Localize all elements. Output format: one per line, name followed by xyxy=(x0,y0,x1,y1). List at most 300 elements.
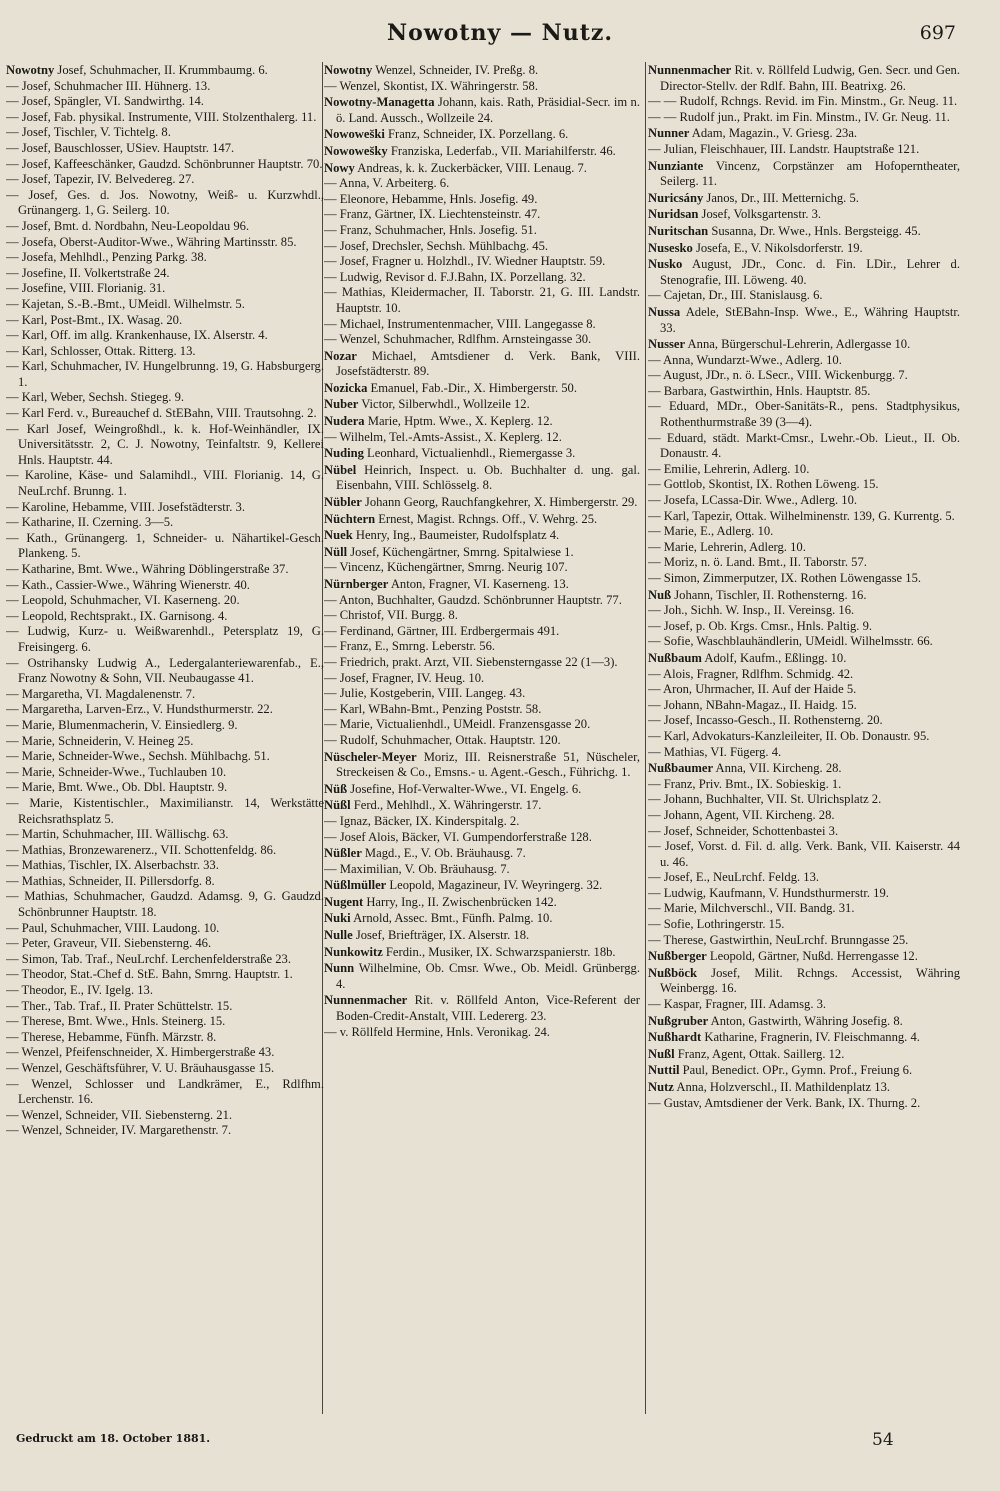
entry-details: — Ther., Tab. Traf., II. Prater Schüttelstr. 15. xyxy=(6,998,233,1013)
entry-details: Josef, Briefträger, IX. Alserstr. 18. xyxy=(352,928,530,943)
directory-entry xyxy=(648,353,960,369)
directory-entry xyxy=(648,997,960,1013)
entry-details: — Julie, Kostgeberin, VIII. Langeg. 43. xyxy=(324,686,526,701)
entry-details: — Josef, Schneider, Schottenbastei 3. xyxy=(648,823,839,838)
directory-entry xyxy=(648,126,960,142)
directory-entry xyxy=(6,858,324,874)
directory-entry xyxy=(6,63,324,79)
entry-details: Johann, kais. Rath, Präsidial-Secr. im n. ö. Land. Aussch., Wollzeile 24. xyxy=(336,95,640,125)
entry-surname: Nuridsan xyxy=(648,207,699,222)
directory-entry xyxy=(324,317,640,333)
page-header xyxy=(0,20,1000,54)
entry-surname: Nowowes̆ky xyxy=(324,143,388,158)
directory-entry xyxy=(648,555,960,571)
directory-entry xyxy=(6,1108,324,1124)
entry-details: Wilhelmine, Ob. Cmsr. Wwe., Ob. Meidl. Grünbergg. 4. xyxy=(336,961,640,991)
entry-details: — Ludwig, Kaufmann, V. Hundsthurmerstr. 19. xyxy=(648,885,889,900)
entry-details: — Josef Alois, Bäcker, VI. Gumpendorferstraße 128. xyxy=(324,829,592,844)
directory-entry xyxy=(324,593,640,609)
directory-entry xyxy=(324,430,640,446)
entry-surname: Nudera xyxy=(324,414,365,429)
directory-entry xyxy=(648,870,960,886)
directory-entry xyxy=(6,235,324,251)
entry-details: — Wenzel, Pfeifenschneider, X. Himbergerstraße 43. xyxy=(6,1045,275,1060)
directory-entry xyxy=(6,344,324,360)
entry-surname: Nowotny xyxy=(324,63,373,77)
entry-details: — Josef, Fragner, IV. Heug. 10. xyxy=(324,670,485,685)
entry-surname: Nüßler xyxy=(324,846,362,861)
entry-surname: Nunziante xyxy=(648,158,704,173)
entry-details: Arnold, Assec. Bmt., Fünfh. Palmg. 10. xyxy=(350,911,553,926)
directory-entry xyxy=(648,1014,960,1030)
directory-entry xyxy=(6,983,324,999)
directory-entry xyxy=(648,431,960,462)
entry-details: Janos, Dr., III. Metternichg. 5. xyxy=(703,190,859,205)
entry-details: — Therese, Gastwirthin, NeuLrchf. Brunngasse 25. xyxy=(648,932,909,947)
entry-details: — Emilie, Lehrerin, Adlerg. 10. xyxy=(648,461,810,476)
directory-entry xyxy=(324,285,640,316)
directory-entry xyxy=(324,127,640,143)
directory-entry xyxy=(648,159,960,190)
directory-entry xyxy=(324,161,640,177)
entry-surname: Nuttil xyxy=(648,1063,680,1078)
directory-entry xyxy=(324,639,640,655)
entry-details: — Wilhelm, Tel.-Amts-Assist., X. Keplerg. 12. xyxy=(324,429,562,444)
directory-entry xyxy=(648,745,960,761)
directory-entry xyxy=(648,509,960,525)
directory-entry xyxy=(6,250,324,266)
directory-entry xyxy=(324,207,640,223)
directory-entry xyxy=(648,477,960,493)
directory-entry xyxy=(648,839,960,870)
directory-entry xyxy=(324,911,640,927)
entry-details: Josefa, E., V. Nikolsdorferstr. 19. xyxy=(692,240,863,255)
directory-entry xyxy=(6,531,324,562)
directory-entry xyxy=(648,729,960,745)
entry-surname: Nuki xyxy=(324,911,351,926)
directory-entry xyxy=(324,671,640,687)
entry-details: — Paul, Schuhmacher, VIII. Laudong. 10. xyxy=(6,920,220,935)
entry-surname: Nunnenmacher xyxy=(648,63,732,77)
directory-entry xyxy=(324,545,640,561)
entry-details: — v. Röllfeld Hermine, Hnls. Veronikag. 24. xyxy=(324,1024,550,1039)
entry-details: — Ignaz, Bäcker, IX. Kinderspitalg. 2. xyxy=(324,813,520,828)
entry-details: — Marie, Schneider-Wwe., Sechsh. Mühlbachg. 51. xyxy=(6,749,270,764)
entry-surname: Nußl xyxy=(648,1046,675,1061)
directory-entry xyxy=(324,862,640,878)
entry-surname: Nussa xyxy=(648,304,681,319)
directory-entry xyxy=(648,368,960,384)
directory-entry xyxy=(324,782,640,798)
entry-details: — Mathias, VI. Fügerg. 4. xyxy=(648,744,782,759)
entry-details: — Leopold, Rechtsprakt., IX. Garnisong. 4. xyxy=(6,608,228,623)
entry-details: — Josef, E., NeuLrchf. Feldg. 13. xyxy=(648,870,820,885)
entry-surname: Nußbaumer xyxy=(648,761,714,776)
entry-details: — August, JDr., n. ö. LSecr., VIII. Wickenburgg. 7. xyxy=(648,368,908,383)
directory-entry xyxy=(324,414,640,430)
entry-surname: Nowotny-Managetta xyxy=(324,95,435,110)
entry-surname: Nusko xyxy=(648,257,683,272)
directory-entry xyxy=(6,609,324,625)
entry-details: — Aron, Uhrmacher, II. Auf der Haide 5. xyxy=(648,682,857,697)
directory-entry xyxy=(324,349,640,380)
directory-entry xyxy=(6,94,324,110)
entry-details: Josefine, Hof-Verwalter-Wwe., VI. Engelg. 6. xyxy=(347,781,582,796)
entry-details: Franziska, Lederfab., VII. Mariahilferstr. 46. xyxy=(387,143,616,158)
directory-entry xyxy=(6,578,324,594)
directory-entry xyxy=(324,223,640,239)
entry-details: — Ludwig, Kurz- u. Weißwarenhdl., Petersplatz 19, G. Freisingerg. 6. xyxy=(6,624,324,654)
entry-details: — Wenzel, Geschäftsführer, V. U. Bräuhausgasse 15. xyxy=(6,1061,275,1075)
entry-details: — Katharine, II. Czerning. 3—5. xyxy=(6,515,174,530)
entry-details: Emanuel, Fab.-Dir., X. Himbergerstr. 50. xyxy=(367,380,578,395)
directory-entry xyxy=(324,702,640,718)
entry-surname: Nübler xyxy=(324,495,362,510)
directory-entry xyxy=(6,1061,324,1077)
entry-details: Harry, Ing., II. Zwischenbrücken 142. xyxy=(363,894,557,909)
directory-entry xyxy=(6,141,324,157)
directory-entry xyxy=(6,157,324,173)
directory-entry xyxy=(324,463,640,494)
directory-entry xyxy=(648,110,960,126)
entry-details: Franz, Agent, Ottak. Saillerg. 12. xyxy=(674,1046,845,1061)
entry-details: — Mathias, Schneider, II. Pillersdorfg. 8. xyxy=(6,873,215,888)
entry-details: — Martin, Schuhmacher, III. Wällischg. 63. xyxy=(6,827,229,842)
entry-details: — Joh., Sichh. W. Insp., II. Vereinsg. 16. xyxy=(648,603,855,618)
entry-surname: Nußhardt xyxy=(648,1030,702,1045)
entry-details: Rit. v. Röllfeld Ludwig, Gen. Secr. und Gen. Director-Stellv. der Rdlf. Bahn, III. Beatrixg. 26. xyxy=(660,63,960,93)
entry-details: Josef, Küchengärtner, Smrng. Spitalwiese 1. xyxy=(347,544,574,559)
entry-details: — Josef, Kaffeeschänker, Gaudzd. Schönbrunner Hauptstr. 70. xyxy=(6,156,323,171)
entry-details: — Josef, Incasso-Gesch., II. Rothensterng. 20. xyxy=(648,713,883,728)
entry-details: — Kath., Grünangerg. 1, Schneider- u. Nähartikel-Gesch. Plankeng. 5. xyxy=(6,530,324,561)
directory-entry xyxy=(648,305,960,336)
entry-details: — Simon, Tab. Traf., NeuLrchf. Lerchenfelderstraße 23. xyxy=(6,951,291,966)
directory-entry xyxy=(648,191,960,207)
entry-details: — Marie, E., Adlerg. 10. xyxy=(648,524,774,539)
entry-details: Ferdin., Musiker, IX. Schwarzspanierstr. 18b. xyxy=(382,944,616,959)
directory-entry xyxy=(324,63,640,79)
entry-details: — Eduard, städt. Markt-Cmsr., Lwehr.-Ob. Lieut., II. Ob. Donaustr. 4. xyxy=(648,430,960,461)
entry-details: — Karl, Schuhmacher, IV. Hungelbrunng. 19, G. Habsburgerg. 1. xyxy=(6,359,324,389)
entry-surname: Nüßlmüller xyxy=(324,878,387,893)
directory-entry xyxy=(324,144,640,160)
directory-entry xyxy=(324,495,640,511)
entry-details: Vincenz, Corpstänzer am Hofoperntheater, Seilerg. 11. xyxy=(660,158,960,189)
directory-entry xyxy=(648,917,960,933)
entry-details: — Josef, Schuhmacher III. Hühnerg. 13. xyxy=(6,78,211,93)
directory-entry xyxy=(648,713,960,729)
directory-entry xyxy=(6,110,324,126)
entry-details: — Maximilian, V. Ob. Bräuhausg. 7. xyxy=(324,861,510,876)
entry-details: — Kaspar, Fragner, III. Adamsg. 3. xyxy=(648,997,827,1012)
entry-details: — Mathias, Bronzewarenerz., VII. Schottenfeldg. 86. xyxy=(6,842,277,857)
entry-details: — — Rudolf jun., Prakt. im Fin. Minstm., IV. Gr. Neug. 11. xyxy=(648,109,950,124)
directory-entry xyxy=(324,254,640,270)
entry-surname: Nunnenmacher xyxy=(324,993,408,1008)
directory-entry xyxy=(324,846,640,862)
entry-details: — Franz, Schuhmacher, Hnls. Josefig. 51. xyxy=(324,222,537,237)
directory-entry xyxy=(324,176,640,192)
directory-entry xyxy=(6,468,324,499)
entry-details: — Marie, Schneiderin, V. Heineg 25. xyxy=(6,733,194,748)
entry-details: — Josefa, Oberst-Auditor-Wwe., Währing Martinsstr. 85. xyxy=(6,234,297,249)
entry-surname: Nowy xyxy=(324,160,355,175)
entry-details: — Vincenz, Küchengärtner, Smrng. Neurig 107. xyxy=(324,560,568,575)
entry-details: — Karl, Post-Bmt., IX. Wasag. 20. xyxy=(6,312,183,327)
entry-details: — Karl, WBahn-Bmt., Penzing Poststr. 58. xyxy=(324,701,542,716)
entry-surname: Nüll xyxy=(324,544,348,559)
directory-entry xyxy=(648,94,960,110)
directory-entry xyxy=(324,560,640,576)
entry-surname: Nozicka xyxy=(324,380,368,395)
directory-entry xyxy=(648,808,960,824)
directory-entry xyxy=(6,921,324,937)
directory-entry xyxy=(6,172,324,188)
entry-details: — Marie, Milchverschl., VII. Bandg. 31. xyxy=(648,901,855,916)
directory-entry xyxy=(324,655,640,671)
entry-details: Anton, Gastwirth, Währing Josefig. 8. xyxy=(708,1013,903,1028)
entry-surname: Nusser xyxy=(648,337,686,352)
entry-details: — Mathias, Kleidermacher, II. Taborstr. 21, G. III. Landstr. Hauptstr. 10. xyxy=(324,285,640,315)
entry-details: — Wenzel, Schneider, VII. Siebensterng. 21. xyxy=(6,1107,233,1122)
entry-details: — Karoline, Käse- und Salamihdl., VIII. Florianig. 14, G. NeuLrchf. Brunng. 1. xyxy=(6,468,324,499)
entry-details: — Christof, VII. Burgg. 8. xyxy=(324,608,458,623)
directory-entry xyxy=(648,933,960,949)
entry-surname: Nüscheler-Meyer xyxy=(324,749,417,764)
entry-surname: Nußberger xyxy=(648,949,707,964)
directory-entry xyxy=(648,142,960,158)
directory-entry xyxy=(648,1047,960,1063)
directory-entry xyxy=(648,1063,960,1079)
entry-details: — Alois, Fragner, Rdlfhm. Schmidg. 42. xyxy=(648,666,854,681)
directory-entry xyxy=(6,718,324,734)
directory-entry xyxy=(6,266,324,282)
directory-entry xyxy=(6,359,324,390)
entry-details: — Anton, Buchhalter, Gaudzd. Schönbrunner Hauptstr. 77. xyxy=(324,592,622,607)
entry-details: — Karl, Tapezir, Ottak. Wilhelminenstr. 139, G. Kurrentg. 5. xyxy=(648,508,955,523)
entry-details: — Karoline, Hebamme, VIII. Josefstädterstr. 3. xyxy=(6,499,245,514)
directory-entry xyxy=(324,686,640,702)
entry-details: — Therese, Bmt. Wwe., Hnls. Steinerg. 15. xyxy=(6,1014,226,1029)
directory-entry xyxy=(6,422,324,469)
directory-entry xyxy=(648,524,960,540)
entry-details: — Sofie, Lothringerstr. 15. xyxy=(648,917,785,932)
entry-details: — Josef, p. Ob. Krgs. Cmsr., Hnls. Paltig. 9. xyxy=(648,618,873,633)
directory-entry xyxy=(648,1080,960,1096)
entry-details: — Johann, Buchhalter, VII. St. Ulrichsplatz 2. xyxy=(648,792,882,807)
directory-entry xyxy=(324,895,640,911)
directory-entry xyxy=(6,1014,324,1030)
page-number: 697 xyxy=(919,22,956,44)
page-footer xyxy=(0,1432,1000,1456)
entry-details: — Josef, Bmt. d. Nordbahn, Neu-Leopoldau 96. xyxy=(6,218,250,233)
directory-entry xyxy=(648,619,960,635)
directory-entry xyxy=(648,399,960,430)
entry-details: — — Rudolf, Rchngs. Revid. im Fin. Minstm., Gr. Neug. 11. xyxy=(648,94,958,109)
entry-details: — Karl, Schlosser, Ottak. Ritterg. 13. xyxy=(6,343,196,358)
entry-details: — Wenzel, Schlosser und Landkrämer, E., Rdlfhm. Lerchenstr. 16. xyxy=(6,1076,324,1107)
entry-details: — Franz, Gärtner, IX. Liechtensteinstr. 47. xyxy=(324,207,541,222)
entry-surname: Nußgruber xyxy=(648,1013,709,1028)
entry-details: — Josef, Bauschlosser, USiev. Hauptstr. 147. xyxy=(6,140,235,155)
entry-details: Leopold, Gärtner, Nußd. Herrengasse 12. xyxy=(706,949,918,964)
directory-entry xyxy=(324,608,640,624)
entry-details: — Ludwig, Revisor d. F.J.Bahn, IX. Porzellang. 32. xyxy=(324,269,586,284)
entry-details: Andreas, k. k. Zuckerbäcker, VIII. Lenaug. 7. xyxy=(354,160,587,175)
entry-details: Heinrich, Inspect. u. Ob. Buchhalter d. ung. gal. Eisenbahn, VIII. Schlösselg. 8. xyxy=(336,462,640,493)
entry-details: Johann, Tischler, II. Rothensterng. 16. xyxy=(671,587,867,602)
entry-details: — Sofie, Waschblauhändlerin, UMeidl. Wilhelmsstr. 66. xyxy=(648,634,933,649)
entry-details: — Ostrihansky Ludwig A., Ledergalanteriewarenfab., E., Franz Nowotny & Sohn, VII. Neubaugasse 41. xyxy=(6,655,324,686)
entry-details: Paul, Benedict. OPr., Gymn. Prof., Freiung 6. xyxy=(679,1063,913,1078)
signature-mark: 54 xyxy=(872,1430,894,1450)
entry-details: — Marie, Kistentischler., Maximilianstr. 14, Werkstätte Reichsrathsplatz 5. xyxy=(6,795,324,826)
directory-entry xyxy=(648,493,960,509)
print-date: Gedruckt am 18. October 1881. xyxy=(16,1432,211,1445)
entry-surname: Nuding xyxy=(324,446,364,461)
directory-entry xyxy=(324,332,640,348)
directory-entry xyxy=(648,1030,960,1046)
entry-details: — Michael, Instrumentenmacher, VIII. Langegasse 8. xyxy=(324,316,596,331)
entry-details: — Karl, Advokaturs-Kanzleileiter, II. Ob. Donaustr. 95. xyxy=(648,728,930,743)
directory-entry xyxy=(324,961,640,992)
entry-details: Josef, Volksgartenstr. 3. xyxy=(698,207,822,222)
directory-entry xyxy=(6,390,324,406)
entry-details: Anton, Fragner, VI. Kaserneng. 13. xyxy=(388,577,569,591)
entry-surname: Nußböck xyxy=(648,965,697,980)
entry-details: Michael, Amtsdiener d. Verk. Bank, VIII. Josefstädterstr. 89. xyxy=(336,348,640,379)
directory-entry xyxy=(324,577,640,593)
directory-entry xyxy=(6,749,324,765)
directory-entry xyxy=(6,780,324,796)
directory-entry xyxy=(648,257,960,288)
directory-entry xyxy=(324,446,640,462)
directory-entry xyxy=(6,656,324,687)
directory-entry xyxy=(6,515,324,531)
directory-entry xyxy=(6,219,324,235)
entry-details: — Ferdinand, Gärtner, III. Erdbergermais 491. xyxy=(324,623,560,638)
directory-entry xyxy=(324,798,640,814)
entry-details: — Simon, Zimmerputzer, IX. Rothen Löwengasse 15. xyxy=(648,571,922,585)
entry-details: — Marie, Blumenmacherin, V. Einsiedlerg. 9. xyxy=(6,717,238,732)
directory-entry xyxy=(648,682,960,698)
entry-details: Adele, StEBahn-Insp. Wwe., E., Währing Hauptstr. 33. xyxy=(660,304,960,335)
directory-entry xyxy=(324,928,640,944)
entry-surname: Nüß xyxy=(324,781,348,796)
directory-entry xyxy=(648,777,960,793)
entry-details: — Karl Josef, Weingroßhdl., k. k. Hof-Weinhändler, IX. Universitätsstr. 2, C. J. Nowotny, Teinfaltstr. 9, Kellerei Hnls. Hauptstr. 44. xyxy=(6,421,324,467)
directory-entry xyxy=(6,297,324,313)
directory-entry xyxy=(648,761,960,777)
entry-details: — Wenzel, Skontist, IX. Währingerstr. 58. xyxy=(324,78,538,93)
entry-details: — Marie, Schneider-Wwe., Tuchlauben 10. xyxy=(6,764,227,779)
directory-entry xyxy=(324,624,640,640)
directory-entry xyxy=(6,1030,324,1046)
entry-surname: Nozar xyxy=(324,348,357,363)
entry-details: — Peter, Graveur, VII. Siebensterng. 46. xyxy=(6,936,212,951)
directory-entry xyxy=(648,966,960,997)
entry-surname: Nuß xyxy=(648,587,672,602)
directory-entry xyxy=(648,949,960,965)
entry-details: Adolf, Kaufm., Eßlingg. 10. xyxy=(701,650,847,665)
directory-entry xyxy=(6,1077,324,1108)
entry-details: — Josef, Drechsler, Sechsh. Mühlbachg. 45. xyxy=(324,238,549,253)
entry-details: — Margaretha, VI. Magdalenenstr. 7. xyxy=(6,686,196,701)
entry-surname: Nüßl xyxy=(324,798,351,813)
directory-entry xyxy=(6,79,324,95)
entry-details: — Rudolf, Schuhmacher, Ottak. Hauptstr. 120. xyxy=(324,732,561,747)
entry-surname: Nürnberger xyxy=(324,577,389,591)
entry-details: Josef, Schuhmacher, II. Krummbaumg. 6. xyxy=(54,63,268,77)
directory-entry xyxy=(6,500,324,516)
entry-surname: Nunner xyxy=(648,126,690,141)
entry-details: — Josef, Vorst. d. Fil. d. allg. Verk. Bank, VII. Kaiserstr. 44 u. 46. xyxy=(648,839,960,869)
directory-entry xyxy=(6,796,324,827)
column-left xyxy=(6,62,324,1422)
directory-entry xyxy=(648,634,960,650)
directory-entry xyxy=(648,603,960,619)
entry-details: — Karl, Weber, Sechsh. Stiegeg. 9. xyxy=(6,390,185,405)
entry-surname: Nußbaum xyxy=(648,650,702,665)
directory-entry xyxy=(6,874,324,890)
entry-details: — Theodor, Stat.-Chef d. StE. Bahn, Smrng. Hauptstr. 1. xyxy=(6,967,293,982)
entry-surname: Nulle xyxy=(324,928,353,943)
directory-entry xyxy=(648,63,960,94)
entry-details: Moriz, III. Reisnerstraße 51, Nüscheler, Streckeisen & Co., Emsns.- u. Agent.-Gesch., Führichg. 1. xyxy=(336,749,640,780)
directory-entry xyxy=(6,687,324,703)
directory-entry xyxy=(324,717,640,733)
entry-details: Victor, Silberwhdl., Wollzeile 12. xyxy=(358,397,530,412)
directory-entry xyxy=(6,952,324,968)
entry-details: — Julian, Fleischhauer, III. Landstr. Hauptstraße 121. xyxy=(648,141,920,156)
directory-entry xyxy=(324,95,640,126)
directory-entry xyxy=(324,381,640,397)
entry-details: Wenzel, Schneider, IV. Preßg. 8. xyxy=(372,63,539,77)
directory-entry xyxy=(648,207,960,223)
directory-entry xyxy=(6,624,324,655)
entry-details: — Theodor, E., IV. Igelg. 13. xyxy=(6,983,153,998)
entry-details: Anna, Holzverschl., II. Mathildenplatz 13. xyxy=(673,1080,891,1094)
entry-details: Josef, Milit. Rchngs. Accessist, Währing Weinbergg. 16. xyxy=(660,965,960,996)
entry-details: — Josef, Spängler, VI. Sandwirthg. 14. xyxy=(6,94,204,109)
entry-details: — Gottlob, Skontist, IX. Rothen Löweng. 15. xyxy=(648,477,879,492)
entry-details: — Josefine, VIII. Florianig. 31. xyxy=(6,281,166,296)
entry-details: — Kath., Cassier-Wwe., Währing Wienerstr. 40. xyxy=(6,577,250,592)
directory-entry xyxy=(324,192,640,208)
running-head: Nowotny — Nutz. xyxy=(386,20,614,46)
directory-entry xyxy=(648,792,960,808)
entry-details: — Josef, Tischler, V. Tichtelg. 8. xyxy=(6,125,171,140)
entry-details: Magd., E., V. Ob. Bräuhausg. 7. xyxy=(361,846,526,861)
entry-details: — Karl, Off. im allg. Krankenhause, IX. Alserstr. 4. xyxy=(6,328,268,343)
entry-details: — Therese, Hebamme, Fünfh. Märzstr. 8. xyxy=(6,1029,217,1044)
directory-entry xyxy=(6,328,324,344)
entry-surname: Nugent xyxy=(324,894,364,909)
directory-entry xyxy=(648,901,960,917)
entry-details: Anna, Bürgerschul-Lehrerin, Adlergasse 10. xyxy=(685,337,911,352)
entry-details: — Josef, Fab. physikal. Instrumente, VIII. Stolzenthalerg. 11. xyxy=(6,109,317,124)
directory-entry xyxy=(6,999,324,1015)
directory-entry xyxy=(6,843,324,859)
entry-details: Adam, Magazin., V. Griesg. 23a. xyxy=(689,126,858,141)
entry-surname: Nüchtern xyxy=(324,511,376,526)
entry-surname: Nowowes̆ki xyxy=(324,127,385,142)
entry-details: — Josef, Ges. d. Jos. Nowotny, Weiß- u. Kurzwhdl., Grünangerg. 1, G. Seilerg. 10. xyxy=(6,187,324,218)
entry-details: Franz, Schneider, IX. Porzellang. 6. xyxy=(384,127,569,142)
entry-details: Susanna, Dr. Wwe., Hnls. Bergsteigg. 45. xyxy=(708,223,921,238)
directory-entry xyxy=(6,936,324,952)
